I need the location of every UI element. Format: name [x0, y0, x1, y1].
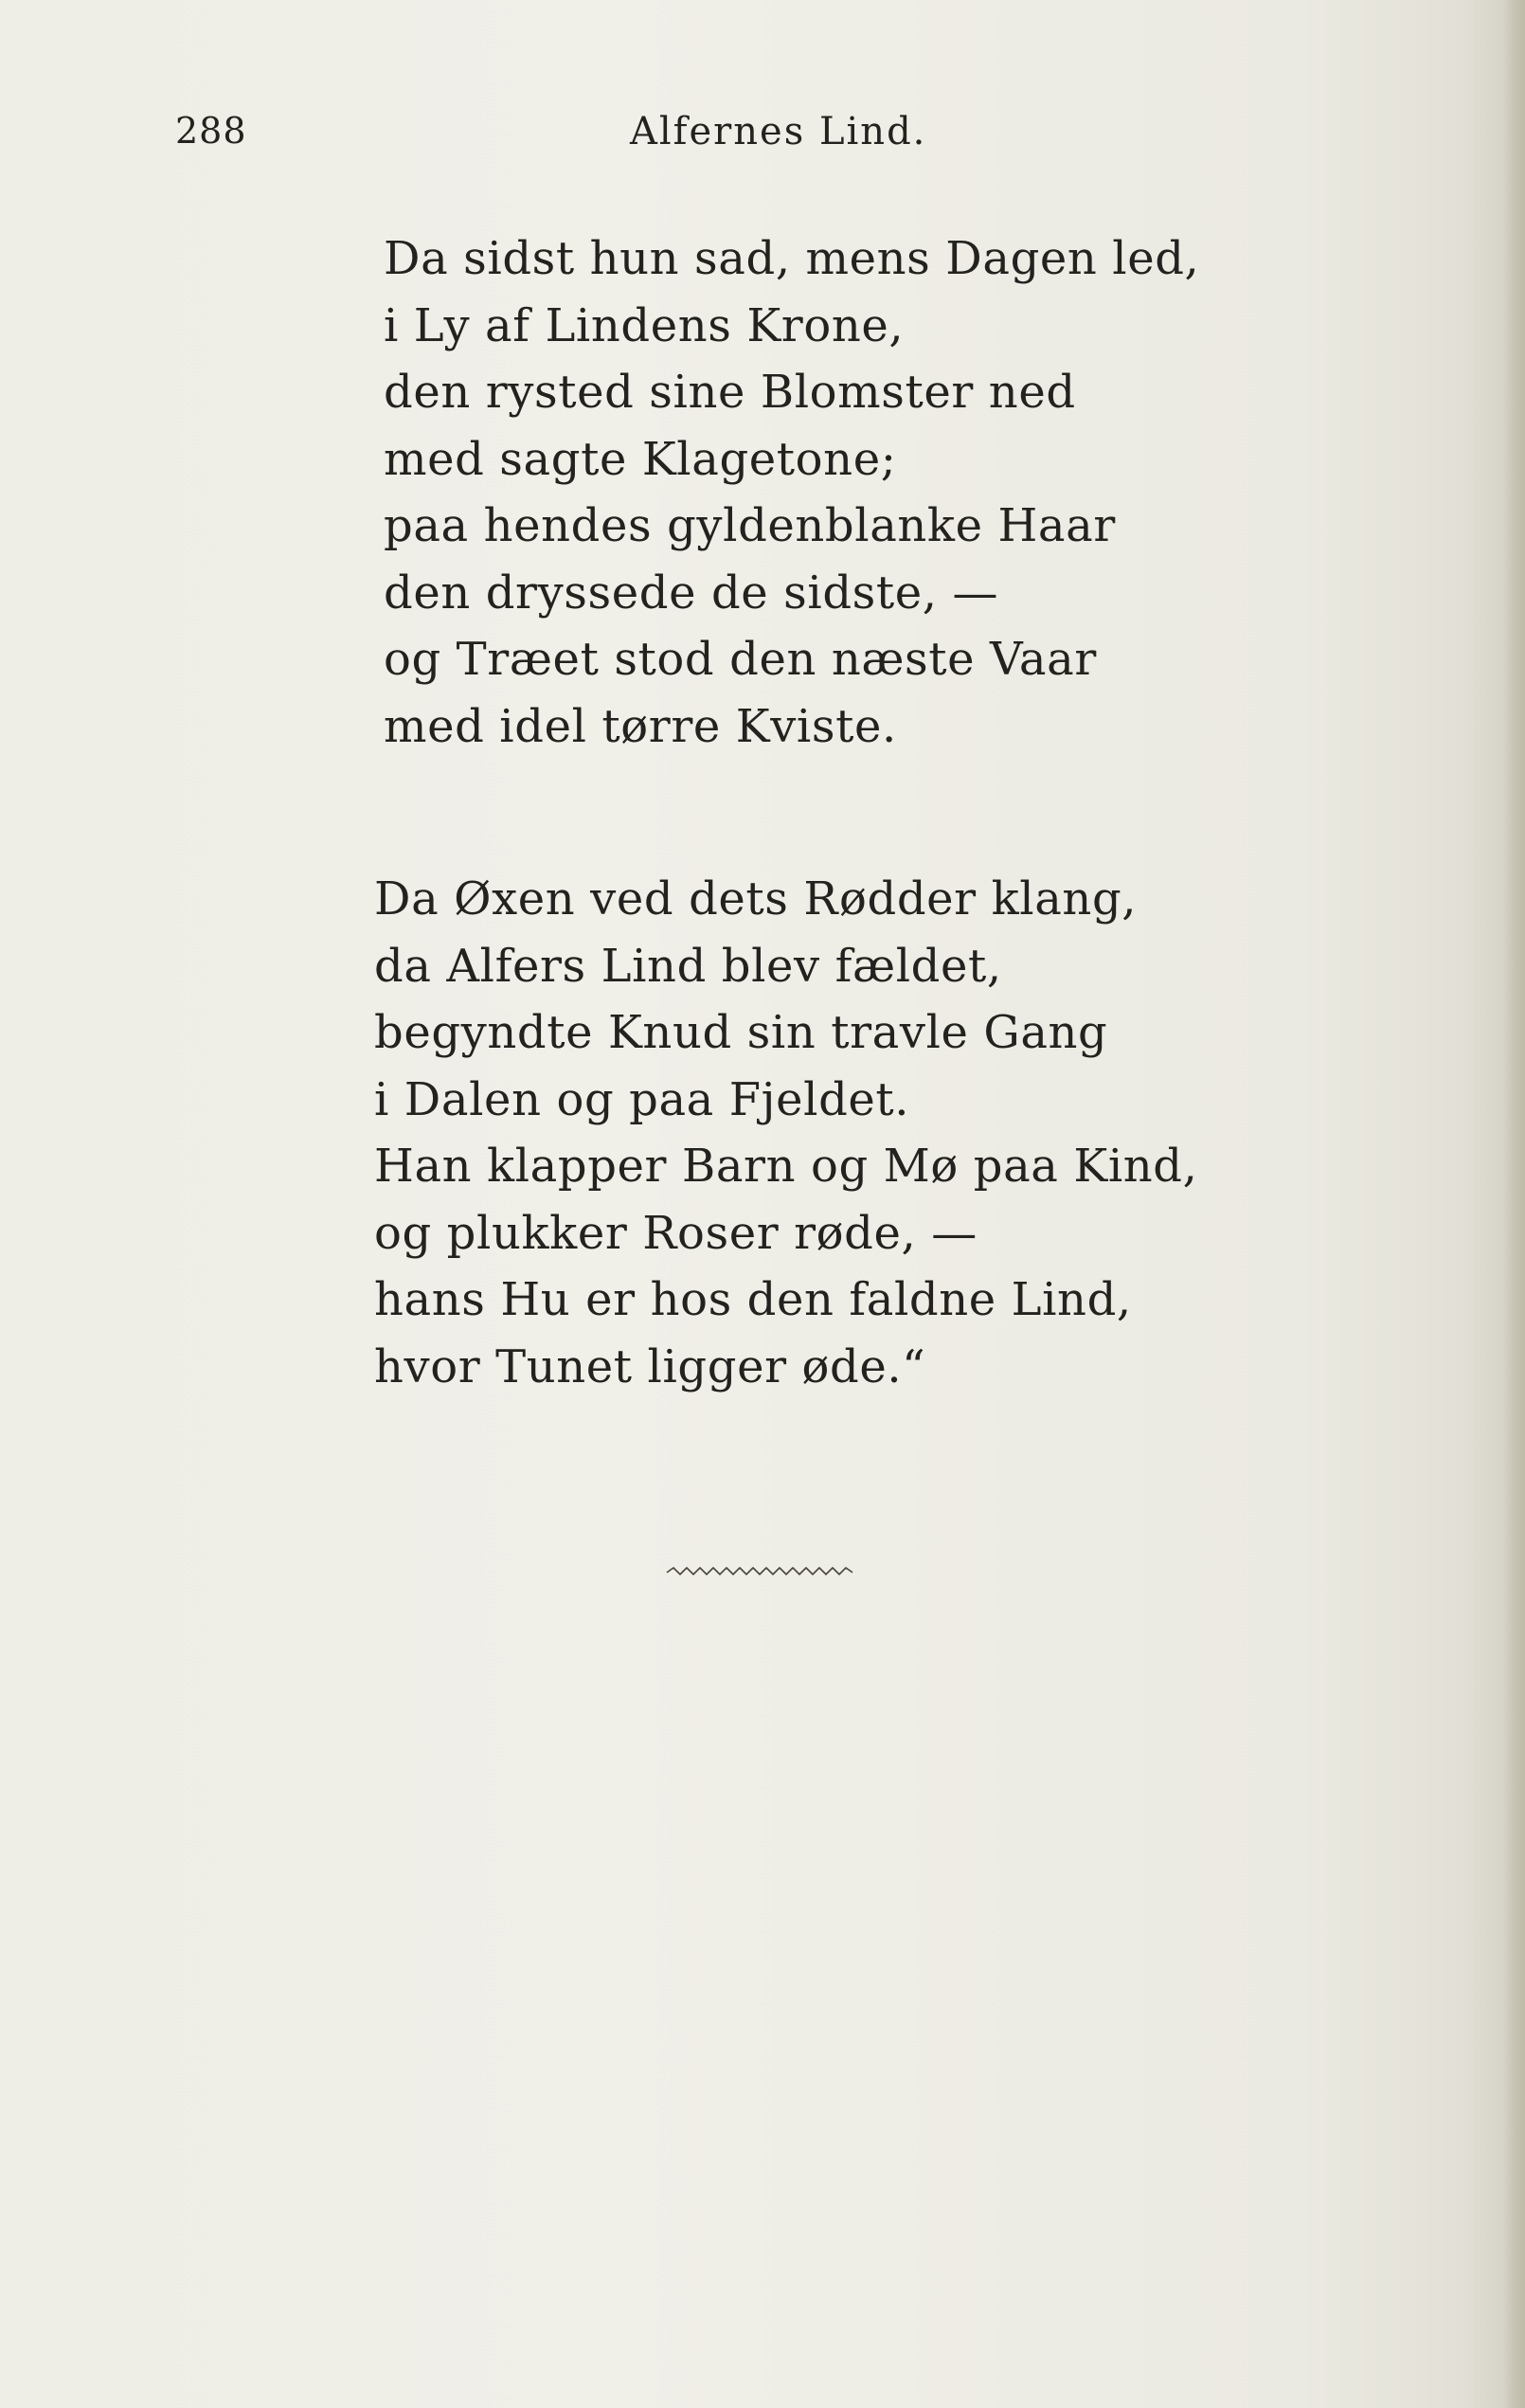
verse-line: i Dalen og paa Fjeldet. — [374, 1072, 910, 1126]
page-number: 288 — [175, 110, 247, 152]
verse-line: hvor Tunet ligger øde.“ — [374, 1339, 926, 1393]
verse-line: da Alfers Lind blev fældet, — [374, 939, 1002, 993]
verse-line: den dryssede de sidste, — — [384, 566, 999, 620]
verse-line: Da Øxen ved dets Rødder klang, — [374, 872, 1138, 925]
running-head — [175, 110, 933, 167]
verse-line: den rysted sine Blomster ned — [384, 366, 1076, 419]
page-binding-shadow — [1504, 0, 1525, 2408]
stanza-1 — [384, 225, 1331, 760]
verse-line: begyndte Knud sin travle Gang — [374, 1006, 1108, 1059]
verse-line: og Træet stod den næste Vaar — [384, 633, 1097, 686]
verse-line: hans Hu er hos den faldne Lind, — [374, 1273, 1132, 1326]
verse-line: med idel tørre Kviste. — [384, 699, 897, 753]
verse-line: med sagte Klagetone; — [384, 432, 897, 486]
verse-line: og plukker Roser røde, — — [374, 1206, 978, 1260]
running-title: Alfernes Lind. — [630, 110, 927, 153]
wavy-tailpiece-ornament-icon — [665, 1563, 854, 1582]
verse-line: i Ly af Lindens Krone, — [384, 298, 905, 352]
verse-line: Han klapper Barn og Mø paa Kind, — [374, 1140, 1198, 1193]
stanza-2 — [374, 866, 1321, 1400]
verse-line: paa hendes gyldenblanke Haar — [384, 499, 1116, 552]
verse-line: Da sidst hun sad, mens Dagen led, — [384, 232, 1200, 285]
